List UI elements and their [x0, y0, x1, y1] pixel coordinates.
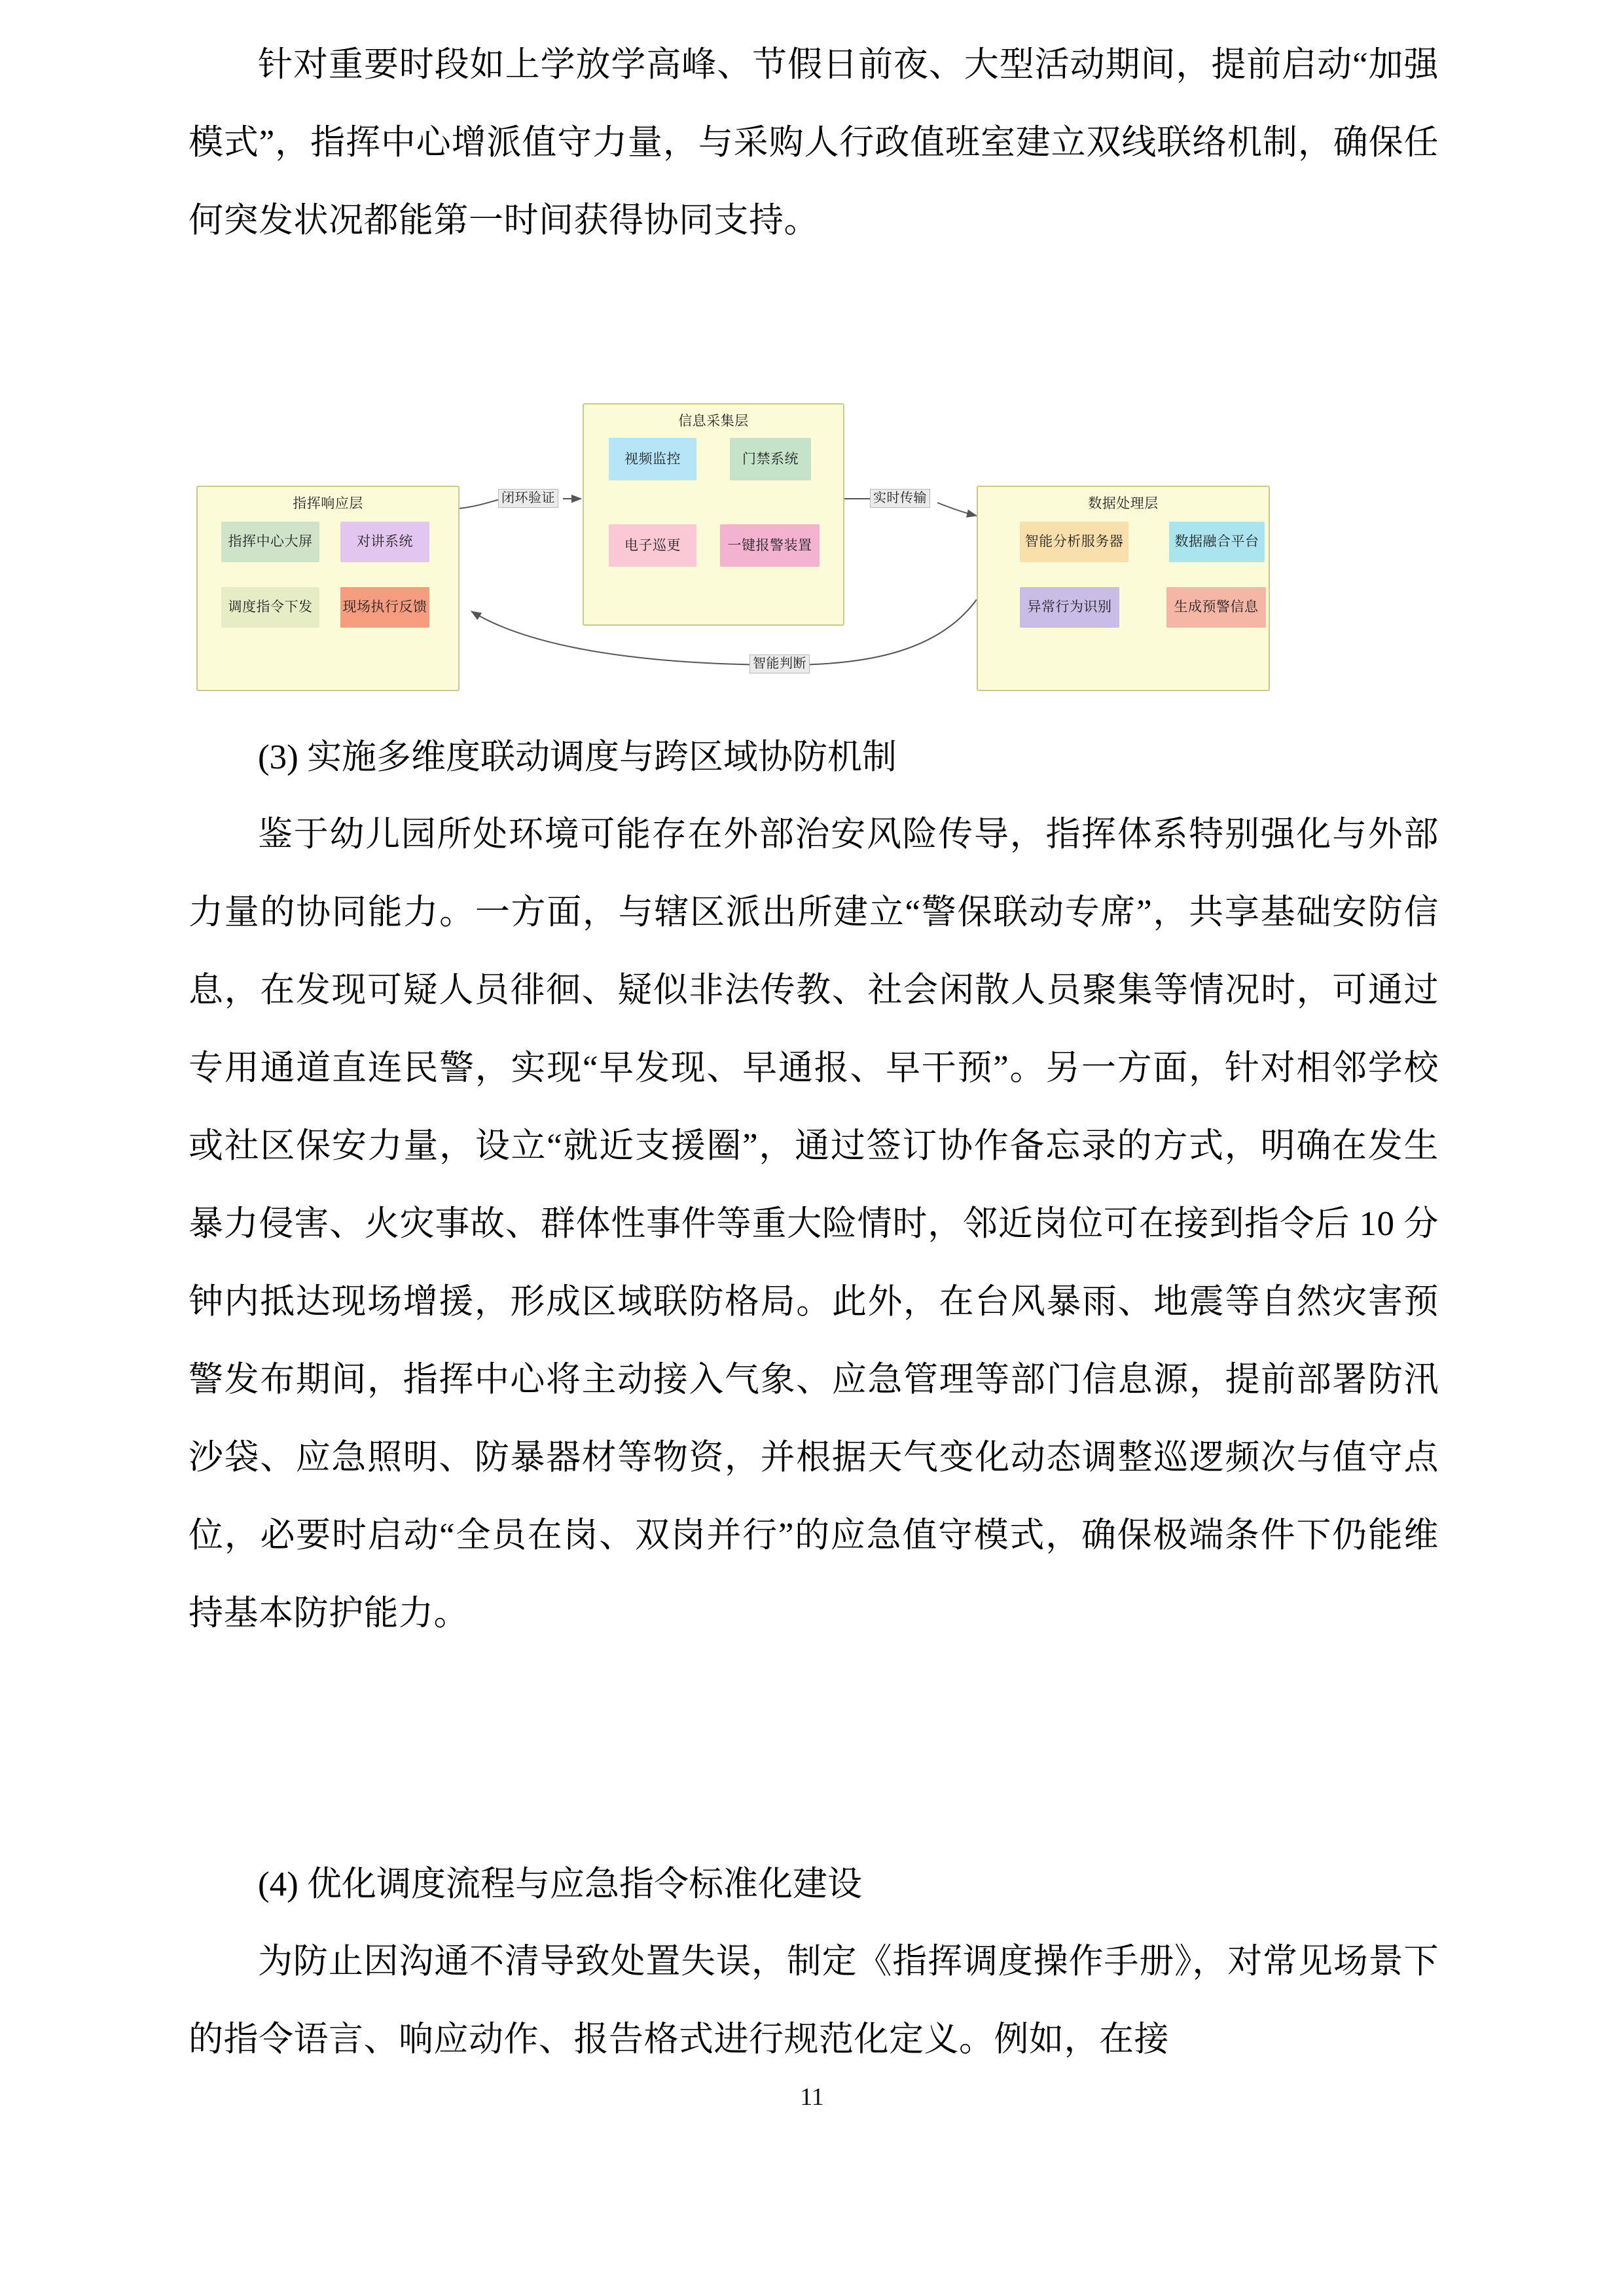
- paragraph-block-3: [189, 796, 1439, 1653]
- layer-title-command-response: 指挥响应层: [293, 496, 363, 511]
- node-intercom-system[interactable]: 对讲系统: [340, 522, 429, 562]
- section-heading-3: (3) 实施多维度联动调度与跨区域协防机制: [258, 738, 897, 776]
- heading-block-4: [189, 1846, 1439, 1924]
- edge-label-closed-loop-verification: 闭环验证: [498, 489, 558, 508]
- architecture-diagram: [196, 403, 1440, 691]
- paragraph-body-4: 为防止因沟通不清导致处置失误，制定《指挥调度操作手册》，对常见场景下的指令语言、响应动作、报告格式进行规范化定义。例如，在接: [189, 1943, 1439, 2058]
- edge-label-intelligent-judgment: 智能判断: [749, 655, 810, 673]
- node-data-fusion-platform[interactable]: 数据融合平台: [1169, 522, 1265, 562]
- heading-block-3: [189, 719, 1439, 797]
- node-dispatch-order-issue[interactable]: 调度指令下发: [221, 587, 319, 628]
- layer-title-data-processing: 数据处理层: [1088, 496, 1159, 511]
- node-electronic-patrol[interactable]: 电子巡更: [609, 524, 696, 567]
- paragraph-top: 针对重要时段如上学放学高峰、节假日前夜、大型活动期间，提前启动“加强模式”，指挥中心增派值守力量，与采购人行政值班室建立双线联络机制，确保任何突发状况都能第一时间获得协同支持。: [189, 46, 1439, 240]
- page-number: 11: [800, 2083, 824, 2111]
- node-command-center-screen[interactable]: 指挥中心大屏: [221, 522, 319, 562]
- layer-title-information-collection: 信息采集层: [678, 414, 749, 429]
- paragraph-block-4: [189, 1923, 1439, 2079]
- node-access-control-system[interactable]: 门禁系统: [730, 438, 811, 480]
- paragraph-body-3: 鉴于幼儿园所处环境可能存在外部治安风险传导，指挥体系特别强化与外部力量的协同能力。一方面，与辖区派出所建立“警保联动专席”，共享基础安防信息，在发现可疑人员徘徊、疑似非法传教、社会闲散人员聚集等情况时，可通过专用通道直连民警，实现“早发现、早通报、早干预”。另一方面，针对相邻学校或社区保安力量，设立“就近支援圈”，通过签订协作备忘录的方式，明确在发生暴力侵害、火灾事故、群体性事件等重大险情时，邻近岗位可在接到指令后 10 分钟内抵达现场增援，形成区域联防格局。此外，在台风暴雨、地震等自然灾害预警发布期间，指挥中心将主动接入气象、应急管理等部门信息源，提前部署防汛沙袋、应急照明、防暴器材等物资，并根据天气变化动态调整巡逻频次与值守点位，必要时启动“全员在岗、双岗并行”的应急值守模式，确保极端条件下仍能维持基本防护能力。: [189, 816, 1439, 1632]
- node-video-surveillance[interactable]: 视频监控: [609, 438, 696, 480]
- node-abnormal-behavior-recognition[interactable]: 异常行为识别: [1020, 587, 1119, 628]
- node-generate-alert-info[interactable]: 生成预警信息: [1166, 587, 1266, 628]
- node-one-key-alarm-device[interactable]: 一键报警装置: [720, 524, 820, 567]
- section-heading-4: (4) 优化调度流程与应急指令标准化建设: [258, 1865, 863, 1903]
- node-intelligent-analysis-server[interactable]: 智能分析服务器: [1020, 522, 1128, 562]
- layer-information-collection: [583, 403, 844, 626]
- paragraph-block-top: [189, 26, 1439, 260]
- edge-label-realtime-transmission: 实时传输: [870, 489, 930, 508]
- node-onsite-execution-feedback[interactable]: 现场执行反馈: [340, 587, 429, 628]
